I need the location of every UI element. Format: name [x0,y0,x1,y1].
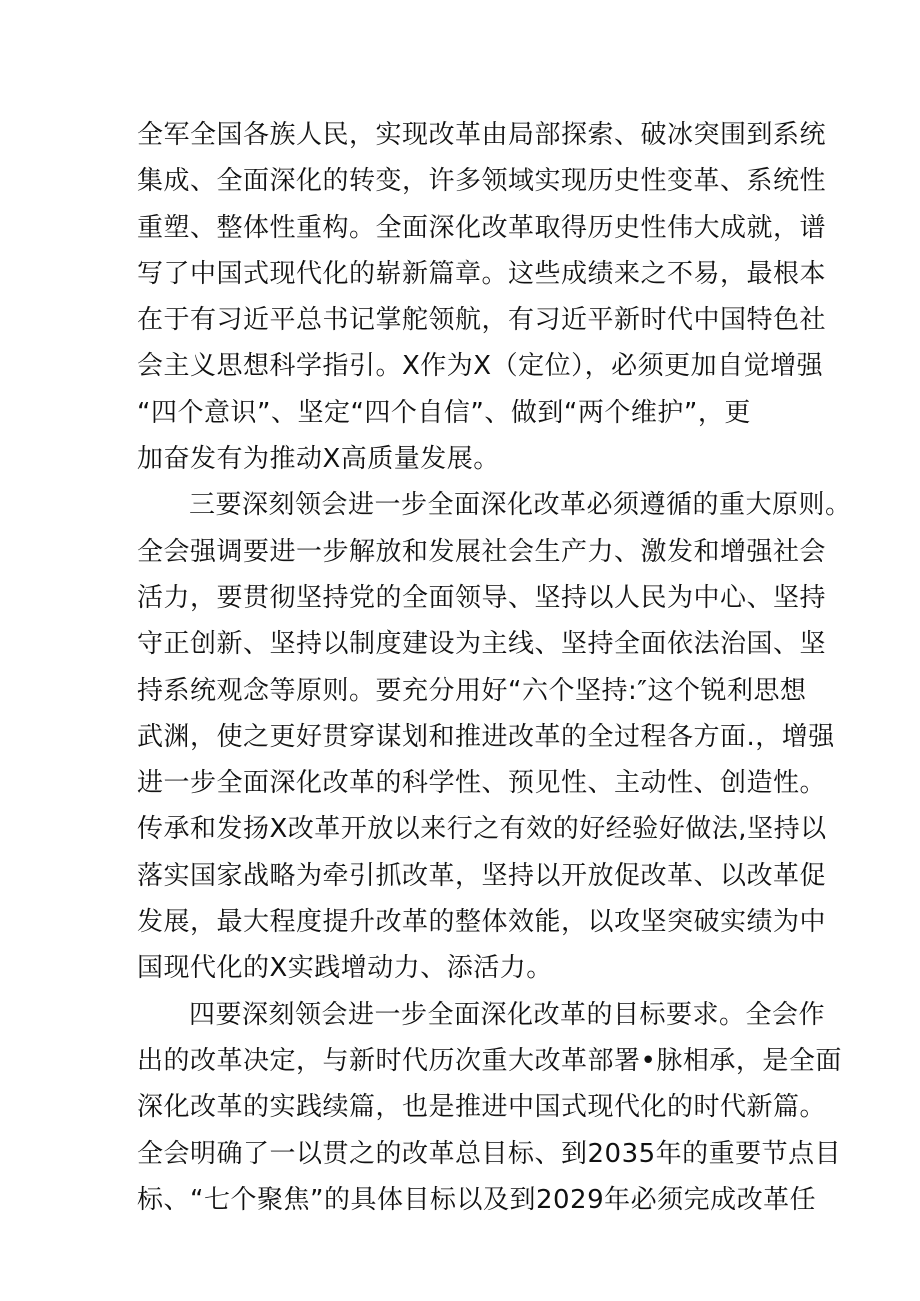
text-line: 传承和发扬X改革开放以来行之有效的好经验好做法,坚持以 [137,814,827,845]
text-line: “四个意识”、坚定“四个自信”、做到“两个维护”，更 [137,397,751,428]
text-line: 会主义思想科学指引。X作为X（定位），必须更加自觉增强 [137,351,824,382]
text-line: 活力，要贯彻坚持党的全面领导、坚持以人民为中心、坚持 [137,582,827,613]
text-line: 全军全国各族人民，实现改革由局部探索、破冰突围到系统 [137,120,827,150]
text-line: 全会明确了一以贯之的改革总目标、到2035年的重要节点目 [137,1138,842,1169]
paragraph-first-line: 三要深刻领会进一步全面深化改革必须遵循的重大原则。 [189,490,852,521]
text-line: 全会强调要进一步解放和发展社会生产力、激发和增强社会 [137,536,827,567]
text-line: 集成、全面深化的转变，许多领域实现历史性变革、系统性 [137,166,827,197]
text-line: 标、“七个聚焦”的具体目标以及到2029年必须完成改革任 [137,1184,817,1215]
text-line: 写了中国式现代化的崭新篇章。这些成绩来之不易，最根本 [137,258,827,289]
text-line: 深化改革的实践续篇，也是推进中国式现代化的时代新篇。 [137,1092,827,1123]
text-line: 发展，最大程度提升改革的整体效能，以攻坚突破实绩为中 [137,907,827,938]
text-line: 持系统观念等原则。要充分用好“六个坚持:″这个锐利思想 [137,675,807,706]
text-line: 出的改革决定，与新时代历次重大改革部署•脉相承，是全面 [137,1045,842,1076]
document-body [137,112,852,1223]
paragraph-first-line: 四要深刻领会进一步全面深化改革的目标要求。全会作 [189,999,826,1030]
text-line: 进一步全面深化改革的科学性、预见性、主动性、创造性。 [137,768,827,799]
text-line: 守正创新、坚持以制度建设为主线、坚持全面依法治国、坚 [137,629,827,660]
text-line: 重塑、整体性重构。全面深化改革取得历史性伟大成就，谱 [137,212,827,243]
text-line: 国现代化的X实践增动力、添活力。 [137,953,553,984]
text-line: 在于有习近平总书记掌舵领航，有习近平新时代中国特色社 [137,305,827,336]
text-line: 加奋发有为推动X高质量发展。 [137,444,500,475]
text-line: 落实国家战略为牵引抓改革，坚持以开放促改革、以改革促 [137,860,827,891]
text-line: 武渊，使之更好贯穿谋划和推进改革的全过程各方面.，增强 [137,721,835,752]
